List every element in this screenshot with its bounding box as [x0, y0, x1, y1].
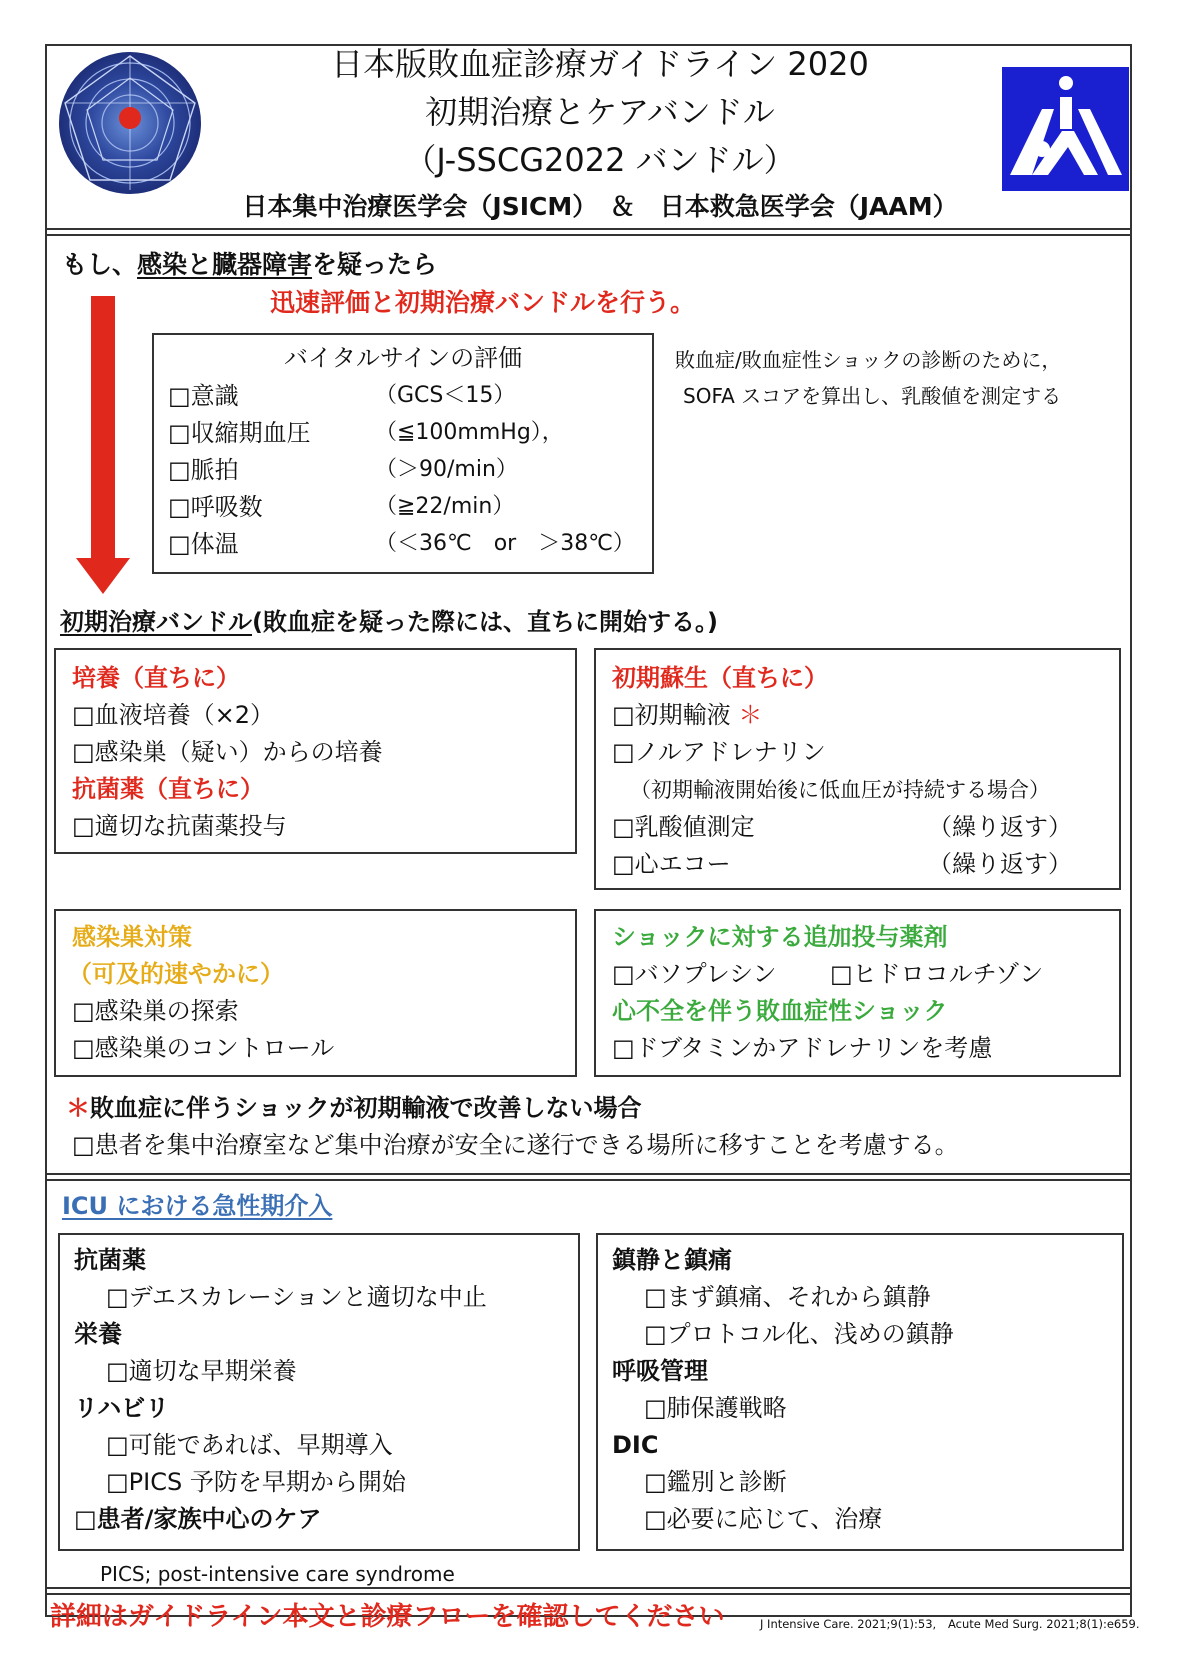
pics-abbreviation: PICS; post-intensive care syndrome [100, 1562, 455, 1586]
section-divider-2 [45, 1179, 1132, 1181]
icu-rehab-item-pics: □PICS 予防を早期から開始 [106, 1468, 406, 1496]
resuscitation-echo-repeat: （繰り返す） [928, 850, 1072, 878]
icu-dic-item-treatment: □必要に応じて、治療 [644, 1505, 883, 1533]
source-control-timing: （可及的速やかに） [68, 960, 284, 988]
bundle-heading-note: (敗血症を疑った際には、直ちに開始する。) [252, 608, 718, 636]
shock-footnote-text: 敗血症に伴うショックが初期輸液で改善しない場合 [90, 1094, 642, 1122]
antibiotic-item: □適切な抗菌薬投与 [72, 812, 287, 840]
shock-footnote-asterisk: ＊ [66, 1094, 90, 1122]
footer-divider-2 [45, 1593, 1132, 1595]
societies: 日本集中治療医学会（JSICM） ＆ 日本救急医学会（JAAM） [242, 192, 958, 221]
icu-antibiotics-title: 抗菌薬 [74, 1246, 146, 1274]
bundle-heading-main: 初期治療バンドル [60, 608, 252, 636]
intro-action: 迅速評価と初期治療バンドルを行う。 [270, 288, 696, 317]
icu-dic-title: DIC [612, 1431, 659, 1459]
footer-notice: 詳細はガイドライン本文と診療フローを確認してください [50, 1602, 725, 1632]
resuscitation-lactate: □乳酸値測定 [612, 813, 755, 841]
vital-systolic-bp: □収縮期血圧 [168, 419, 311, 447]
icu-left-box [58, 1233, 580, 1551]
header-divider-2 [45, 234, 1132, 236]
intro-suspect: 感染と臓器障害 [137, 250, 313, 279]
page-subtitle: 初期治療とケアバンドル [425, 93, 775, 131]
icu-nutrition-item: □適切な早期栄養 [106, 1357, 297, 1385]
header-divider [45, 228, 1132, 230]
vital-pulse: □脈拍 [168, 456, 239, 484]
shock-footnote-title [66, 1096, 642, 1120]
section-divider [45, 1173, 1132, 1175]
cardiac-shock-item: □ドブタミンかアドレナリンを考慮 [612, 1034, 993, 1062]
icu-right-box [596, 1233, 1124, 1551]
intro-line [62, 252, 437, 277]
intro-prefix: もし、 [62, 250, 138, 279]
cardiac-shock-title: 心不全を伴う敗血症性ショック [612, 997, 948, 1025]
source-control-search: □感染巣の探索 [72, 997, 239, 1025]
icu-family-care: □患者/家族中心のケア [74, 1505, 322, 1533]
icu-rehab-title: リハビリ [74, 1394, 170, 1422]
jsicm-logo [55, 48, 205, 198]
flow-arrow-icon [74, 296, 134, 596]
icu-sedation-item-protocol: □プロトコル化、浅めの鎮静 [644, 1320, 954, 1348]
vital-temperature-criteria: （＜36℃ or ＞38℃） [375, 531, 635, 556]
vital-temperature: □体温 [168, 530, 239, 558]
diagnosis-note-line2: SOFA スコアを算出し、乳酸値を測定する [683, 384, 1062, 408]
shock-footnote-item: □患者を集中治療室など集中治療が安全に遂行できる場所に移すことを考慮する。 [72, 1131, 959, 1159]
resuscitation-noradrenaline-note: （初期輸液開始後に低血圧が持続する場合） [630, 778, 1050, 802]
reference-jic: J Intensive Care. 2021;9(1):53, [760, 1617, 937, 1631]
jaam-logo [1002, 67, 1129, 191]
page-title: 日本版敗血症診療ガイドライン 2020 [331, 45, 869, 83]
bundle-heading [60, 610, 718, 634]
shock-drug-vasopressin: □バソプレシン [612, 960, 777, 988]
antibiotic-title: 抗菌薬（直ちに） [72, 775, 264, 803]
source-control-control: □感染巣のコントロール [72, 1034, 335, 1062]
icu-rehab-item-early: □可能であれば、早期導入 [106, 1431, 393, 1459]
icu-antibiotics-item: □デエスカレーションと適切な中止 [106, 1283, 487, 1311]
vital-systolic-bp-criteria: （≦100mmHg）， [375, 420, 564, 445]
vital-respiratory-rate-criteria: （≧22/min） [375, 494, 515, 519]
icu-respiratory-item: □肺保護戦略 [644, 1394, 787, 1422]
resuscitation-fluid-label: □初期輸液 [612, 701, 731, 729]
culture-item-source: □感染巣（疑い）からの培養 [72, 738, 383, 766]
icu-nutrition-title: 栄養 [74, 1320, 122, 1348]
resuscitation-fluid-asterisk: ＊ [738, 701, 763, 729]
vital-signs-title: バイタルサインの評価 [283, 344, 523, 372]
icu-respiratory-title: 呼吸管理 [612, 1357, 708, 1385]
vital-pulse-criteria: （＞90/min） [375, 457, 518, 482]
icu-sedation-item-analgesia: □まず鎮痛、それから鎮静 [644, 1283, 931, 1311]
vital-consciousness: □意識 [168, 382, 239, 410]
diagnosis-note-line1: 敗血症/敗血症性ショックの診断のために， [675, 348, 1062, 372]
icu-sedation-title: 鎮静と鎮痛 [612, 1246, 732, 1274]
culture-title: 培養（直ちに） [72, 664, 240, 692]
icu-heading: ICU における急性期介入 [62, 1192, 333, 1220]
resuscitation-noradrenaline: □ノルアドレナリン [612, 738, 826, 766]
resuscitation-lactate-repeat: （繰り返す） [928, 813, 1072, 841]
culture-item-blood: □血液培養（×2） [72, 701, 275, 729]
shock-drugs-title: ショックに対する追加投与薬剤 [612, 923, 948, 951]
resuscitation-fluid [612, 703, 762, 727]
reference-ams: Acute Med Surg. 2021;8(1):e659. [948, 1617, 1140, 1631]
footer-divider [45, 1587, 1132, 1589]
shock-drug-hydrocortisone: □ヒドロコルチゾン [830, 960, 1044, 988]
icu-dic-item-diagnosis: □鑑別と診断 [644, 1468, 787, 1496]
jaam-figure-icon [1002, 67, 1129, 191]
intro-suffix: を疑ったら [312, 250, 438, 279]
resuscitation-title: 初期蘇生（直ちに） [612, 664, 828, 692]
source-control-title: 感染巣対策 [72, 923, 192, 951]
bundle-name: （J-SSCG2022 バンドル） [404, 141, 796, 179]
vital-consciousness-criteria: （GCS＜15） [375, 383, 516, 408]
resuscitation-echo: □心エコー [612, 850, 731, 878]
vital-respiratory-rate: □呼吸数 [168, 493, 263, 521]
